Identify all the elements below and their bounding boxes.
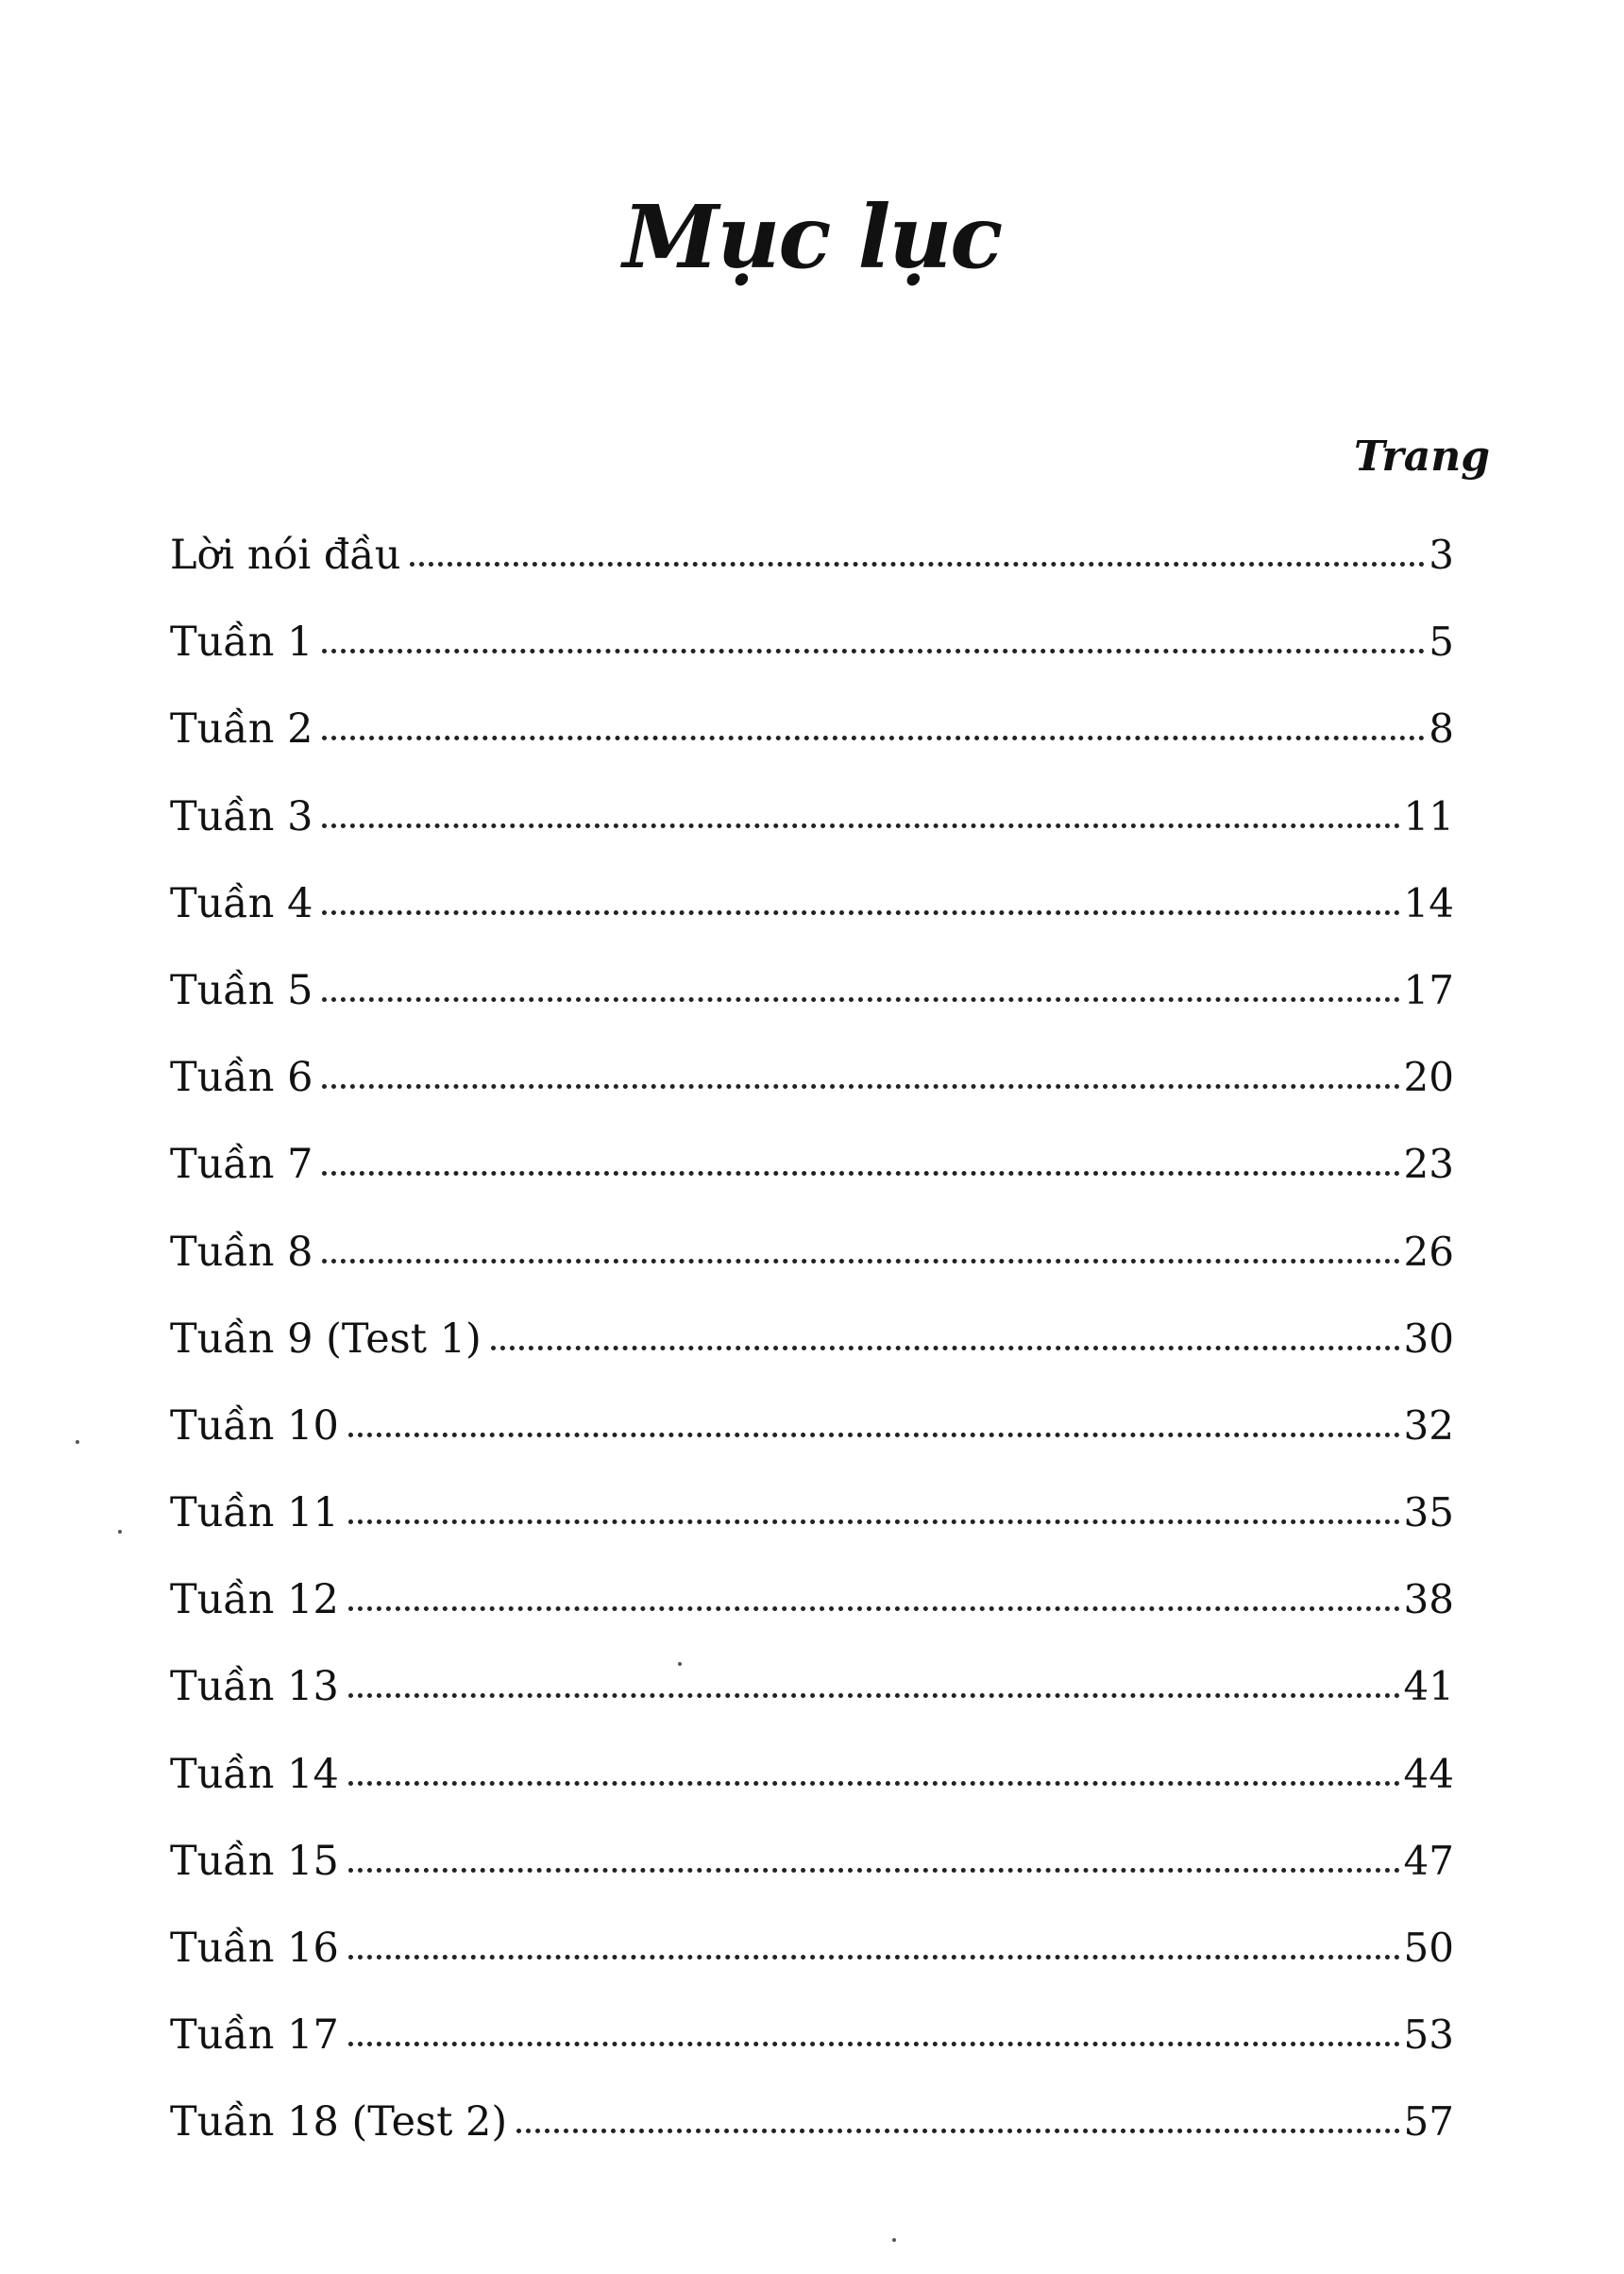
toc-entry	[170, 1296, 1454, 1383]
toc-entry	[170, 2079, 1454, 2165]
toc-entry-page-number: 32	[1403, 1401, 1454, 1449]
toc-entry	[170, 1731, 1454, 1818]
dot-leader	[348, 1955, 1400, 1960]
scan-speck	[118, 1530, 122, 1534]
toc-entry	[170, 1992, 1454, 2079]
dot-leader	[322, 1259, 1399, 1264]
toc-entry-page-number: 57	[1403, 2098, 1454, 2146]
toc-entry-page-number: 38	[1403, 1576, 1454, 1623]
toc-entry-label: Tuần 3	[170, 792, 313, 840]
toc-entry	[170, 947, 1454, 1034]
dot-leader	[322, 910, 1399, 915]
dot-leader	[348, 1868, 1400, 1873]
dot-leader	[348, 1433, 1400, 1437]
dot-leader	[348, 2042, 1400, 2046]
table-of-contents	[170, 512, 1454, 2166]
toc-entry	[170, 1383, 1454, 1469]
toc-entry	[170, 1556, 1454, 1643]
toc-entry	[170, 1034, 1454, 1121]
toc-entry-label: Tuần 12	[170, 1576, 339, 1624]
toc-entry	[170, 773, 1454, 860]
dot-leader	[322, 1084, 1399, 1089]
dot-leader	[348, 1606, 1400, 1611]
toc-entry-page-number: 5	[1429, 619, 1454, 666]
toc-entry-page-number: 20	[1403, 1054, 1454, 1101]
toc-entry-label: Tuần 15	[170, 1837, 339, 1885]
toc-entry-page-number: 17	[1403, 966, 1454, 1013]
dot-leader	[322, 649, 1425, 653]
toc-entry-label: Tuần 8	[170, 1228, 313, 1276]
toc-entry-label: Tuần 13	[170, 1663, 339, 1711]
dot-leader	[410, 562, 1425, 567]
page-column-header: Trang	[1354, 433, 1490, 481]
toc-entry	[170, 599, 1454, 686]
toc-entry-page-number: 35	[1403, 1489, 1454, 1536]
toc-entry-page-number: 26	[1403, 1228, 1454, 1275]
dot-leader	[491, 1346, 1400, 1350]
toc-entry-page-number: 8	[1429, 705, 1454, 753]
toc-entry-page-number: 30	[1403, 1315, 1454, 1362]
toc-entry	[170, 1121, 1454, 1208]
toc-entry-label: Tuần 16	[170, 1925, 339, 1972]
toc-entry-page-number: 53	[1403, 2011, 1454, 2059]
toc-entry-label: Tuần 14	[170, 1750, 339, 1798]
toc-entry-label: Tuần 11	[170, 1489, 339, 1537]
toc-entry-page-number: 23	[1403, 1141, 1454, 1188]
page-title: Mục lục	[622, 186, 1002, 288]
toc-entry-label: Tuần 5	[170, 966, 313, 1014]
dot-leader	[516, 2129, 1399, 2133]
toc-entry-page-number: 44	[1403, 1750, 1454, 1797]
dot-leader	[322, 1171, 1399, 1176]
toc-entry-page-number: 11	[1403, 792, 1454, 840]
toc-entry-label: Tuần 1	[170, 619, 313, 667]
scan-speck	[678, 1662, 682, 1666]
toc-entry-page-number: 41	[1403, 1663, 1454, 1710]
toc-entry-page-number: 50	[1403, 1925, 1454, 1971]
dot-leader	[322, 823, 1399, 828]
toc-entry-label: Tuần 4	[170, 879, 313, 927]
toc-entry-label: Tuần 7	[170, 1141, 313, 1189]
toc-entry-label: Tuần 2	[170, 705, 313, 754]
dot-leader	[348, 1781, 1400, 1786]
toc-entry	[170, 1469, 1454, 1556]
toc-entry	[170, 1643, 1454, 1730]
toc-entry	[170, 1818, 1454, 1905]
toc-entry	[170, 686, 1454, 772]
toc-entry-label: Tuần 18 (Test 2)	[170, 2098, 508, 2147]
toc-entry	[170, 860, 1454, 947]
dot-leader	[322, 736, 1425, 740]
toc-entry-page-number: 47	[1403, 1837, 1454, 1884]
toc-entry-page-number: 14	[1403, 879, 1454, 926]
scan-speck	[76, 1440, 79, 1444]
dot-leader	[348, 1519, 1400, 1524]
toc-entry-label: Tuần 9 (Test 1)	[170, 1315, 482, 1363]
toc-entry-label: Tuần 17	[170, 2011, 339, 2060]
toc-entry-label: Tuần 10	[170, 1401, 339, 1450]
toc-entry-label: Lời nói đầu	[170, 532, 401, 579]
toc-entry-label: Tuần 6	[170, 1054, 313, 1102]
toc-entry-page-number: 3	[1429, 532, 1454, 578]
dot-leader	[322, 997, 1399, 1002]
toc-entry	[170, 512, 1454, 599]
toc-entry	[170, 1905, 1454, 1992]
dot-leader	[348, 1693, 1400, 1698]
toc-entry	[170, 1209, 1454, 1296]
scan-speck	[892, 2238, 896, 2242]
